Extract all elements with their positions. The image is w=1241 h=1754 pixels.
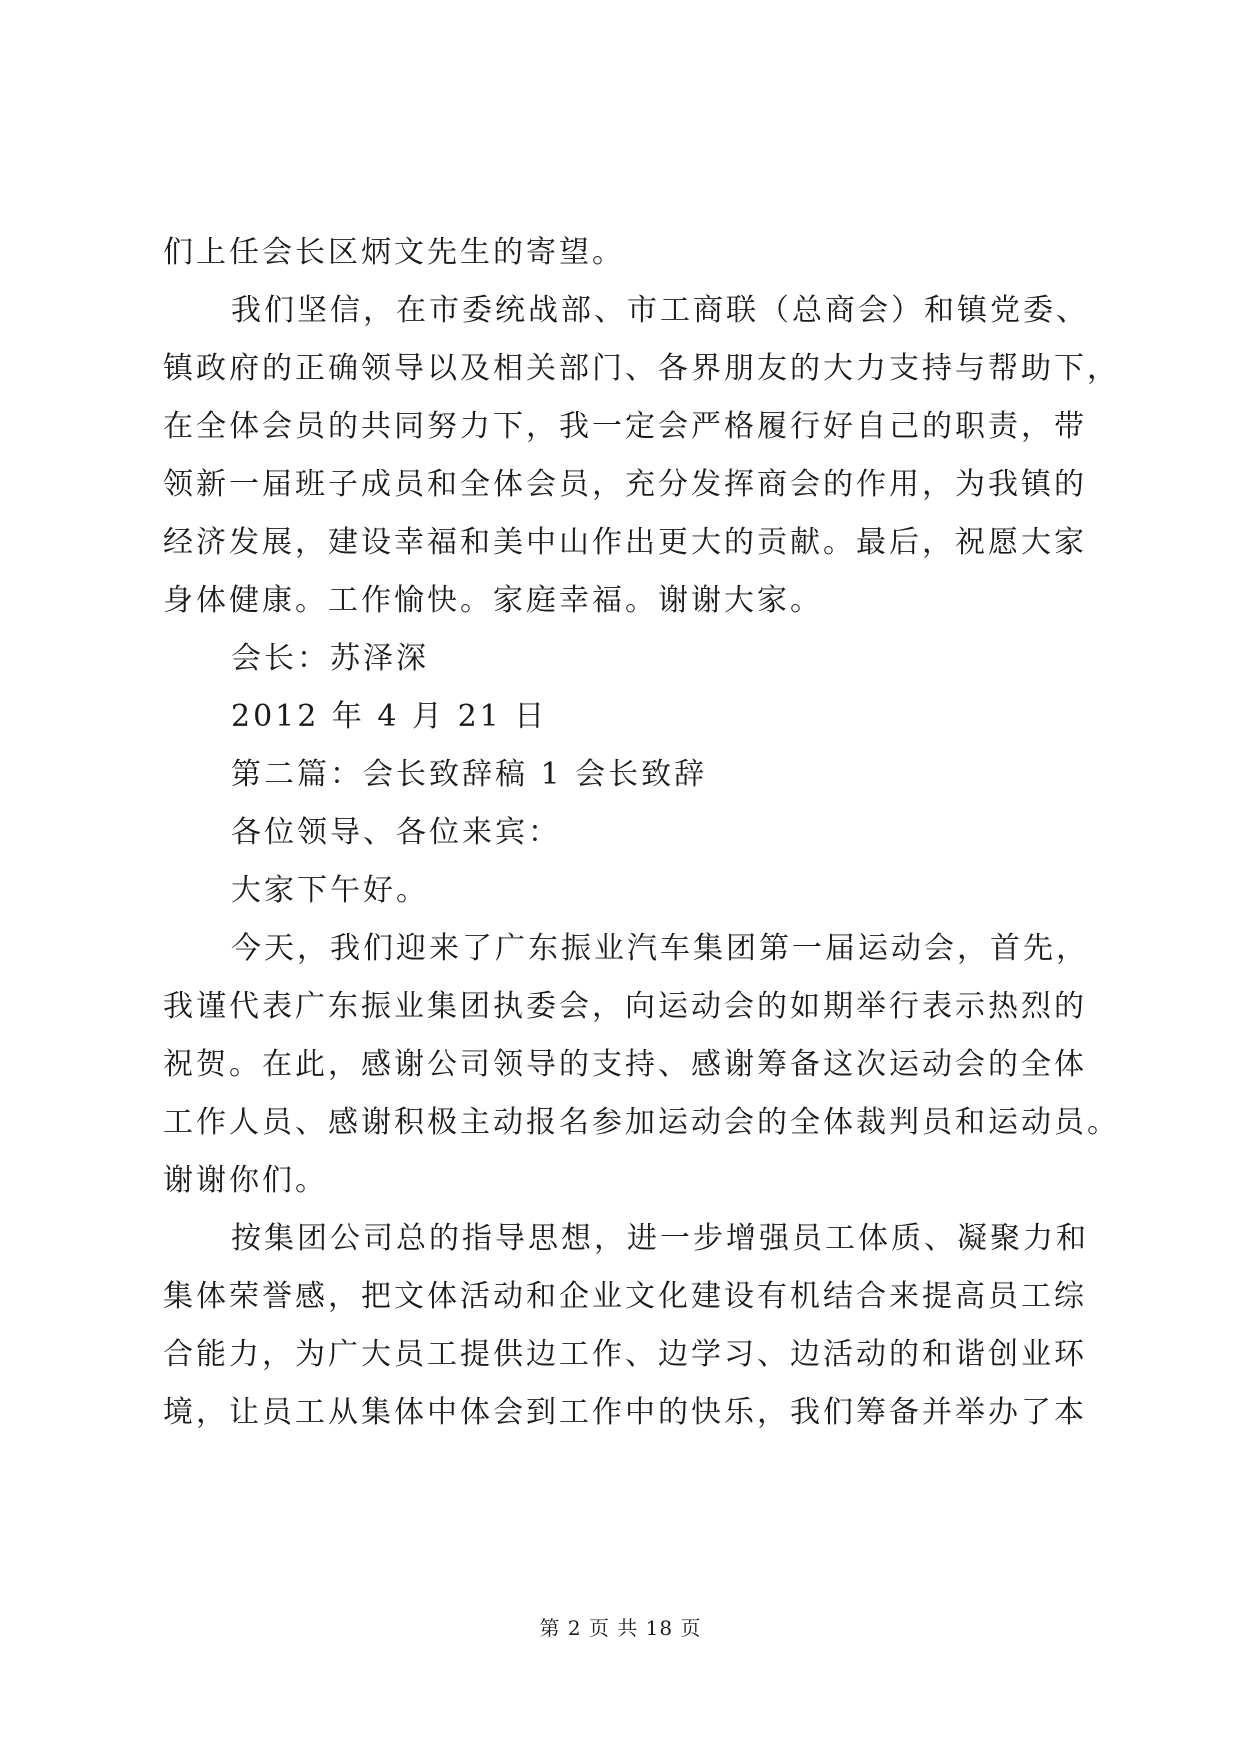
page-number-footer: 第 2 页 共 18 页 [539, 1616, 702, 1640]
text-line: 工作人员、感谢积极主动报名参加运动会的全体裁判员和运动员。 [163, 1105, 1120, 1140]
greeting-line: 大家下午好。 [231, 873, 429, 908]
text-line: 经济发展，建设幸福和美中山作出更大的贡献。最后，祝愿大家 [163, 525, 1087, 560]
text-line: 祝贺。在此，感谢公司领导的支持、感谢筹备这次运动会的全体 [163, 1047, 1087, 1082]
text-line: 合能力，为广大员工提供边工作、边学习、边活动的和谐创业环 [163, 1337, 1087, 1372]
text-line: 今天，我们迎来了广东振业汽车集团第一届运动会，首先， [231, 931, 1089, 966]
text-line: 境，让员工从集体中体会到工作中的快乐，我们筹备并举办了本 [163, 1395, 1087, 1430]
text-line: 在全体会员的共同努力下，我一定会严格履行好自己的职责，带 [163, 409, 1087, 444]
text-line: 按集团公司总的指导思想，进一步增强员工体质、凝聚力和 [231, 1221, 1089, 1256]
date-line: 2012 年 4 月 21 日 [231, 699, 548, 734]
text-line: 谢谢你们。 [163, 1163, 328, 1198]
text-line: 我谨代表广东振业集团执委会，向运动会的如期举行表示热烈的 [163, 989, 1087, 1024]
text-line: 集体荣誉感，把文体活动和企业文化建设有机结合来提高员工综 [163, 1279, 1087, 1314]
text-line: 镇政府的正确领导以及相关部门、各界朋友的大力支持与帮助下， [163, 351, 1120, 386]
signature-line: 会长：苏泽深 [231, 641, 429, 676]
text-line: 我们坚信，在市委统战部、市工商联（总商会）和镇党委、 [231, 293, 1089, 328]
section-heading: 第二篇：会长致辞稿 1 会长致辞 [231, 757, 708, 792]
text-line: 们上任会长区炳文先生的寄望。 [163, 235, 625, 270]
text-line: 身体健康。工作愉快。家庭幸福。谢谢大家。 [163, 583, 823, 618]
text-line: 领新一届班子成员和全体会员，充分发挥商会的作用，为我镇的 [163, 467, 1087, 502]
document-body [163, 224, 1123, 1442]
salutation-line: 各位领导、各位来宾： [231, 815, 561, 850]
